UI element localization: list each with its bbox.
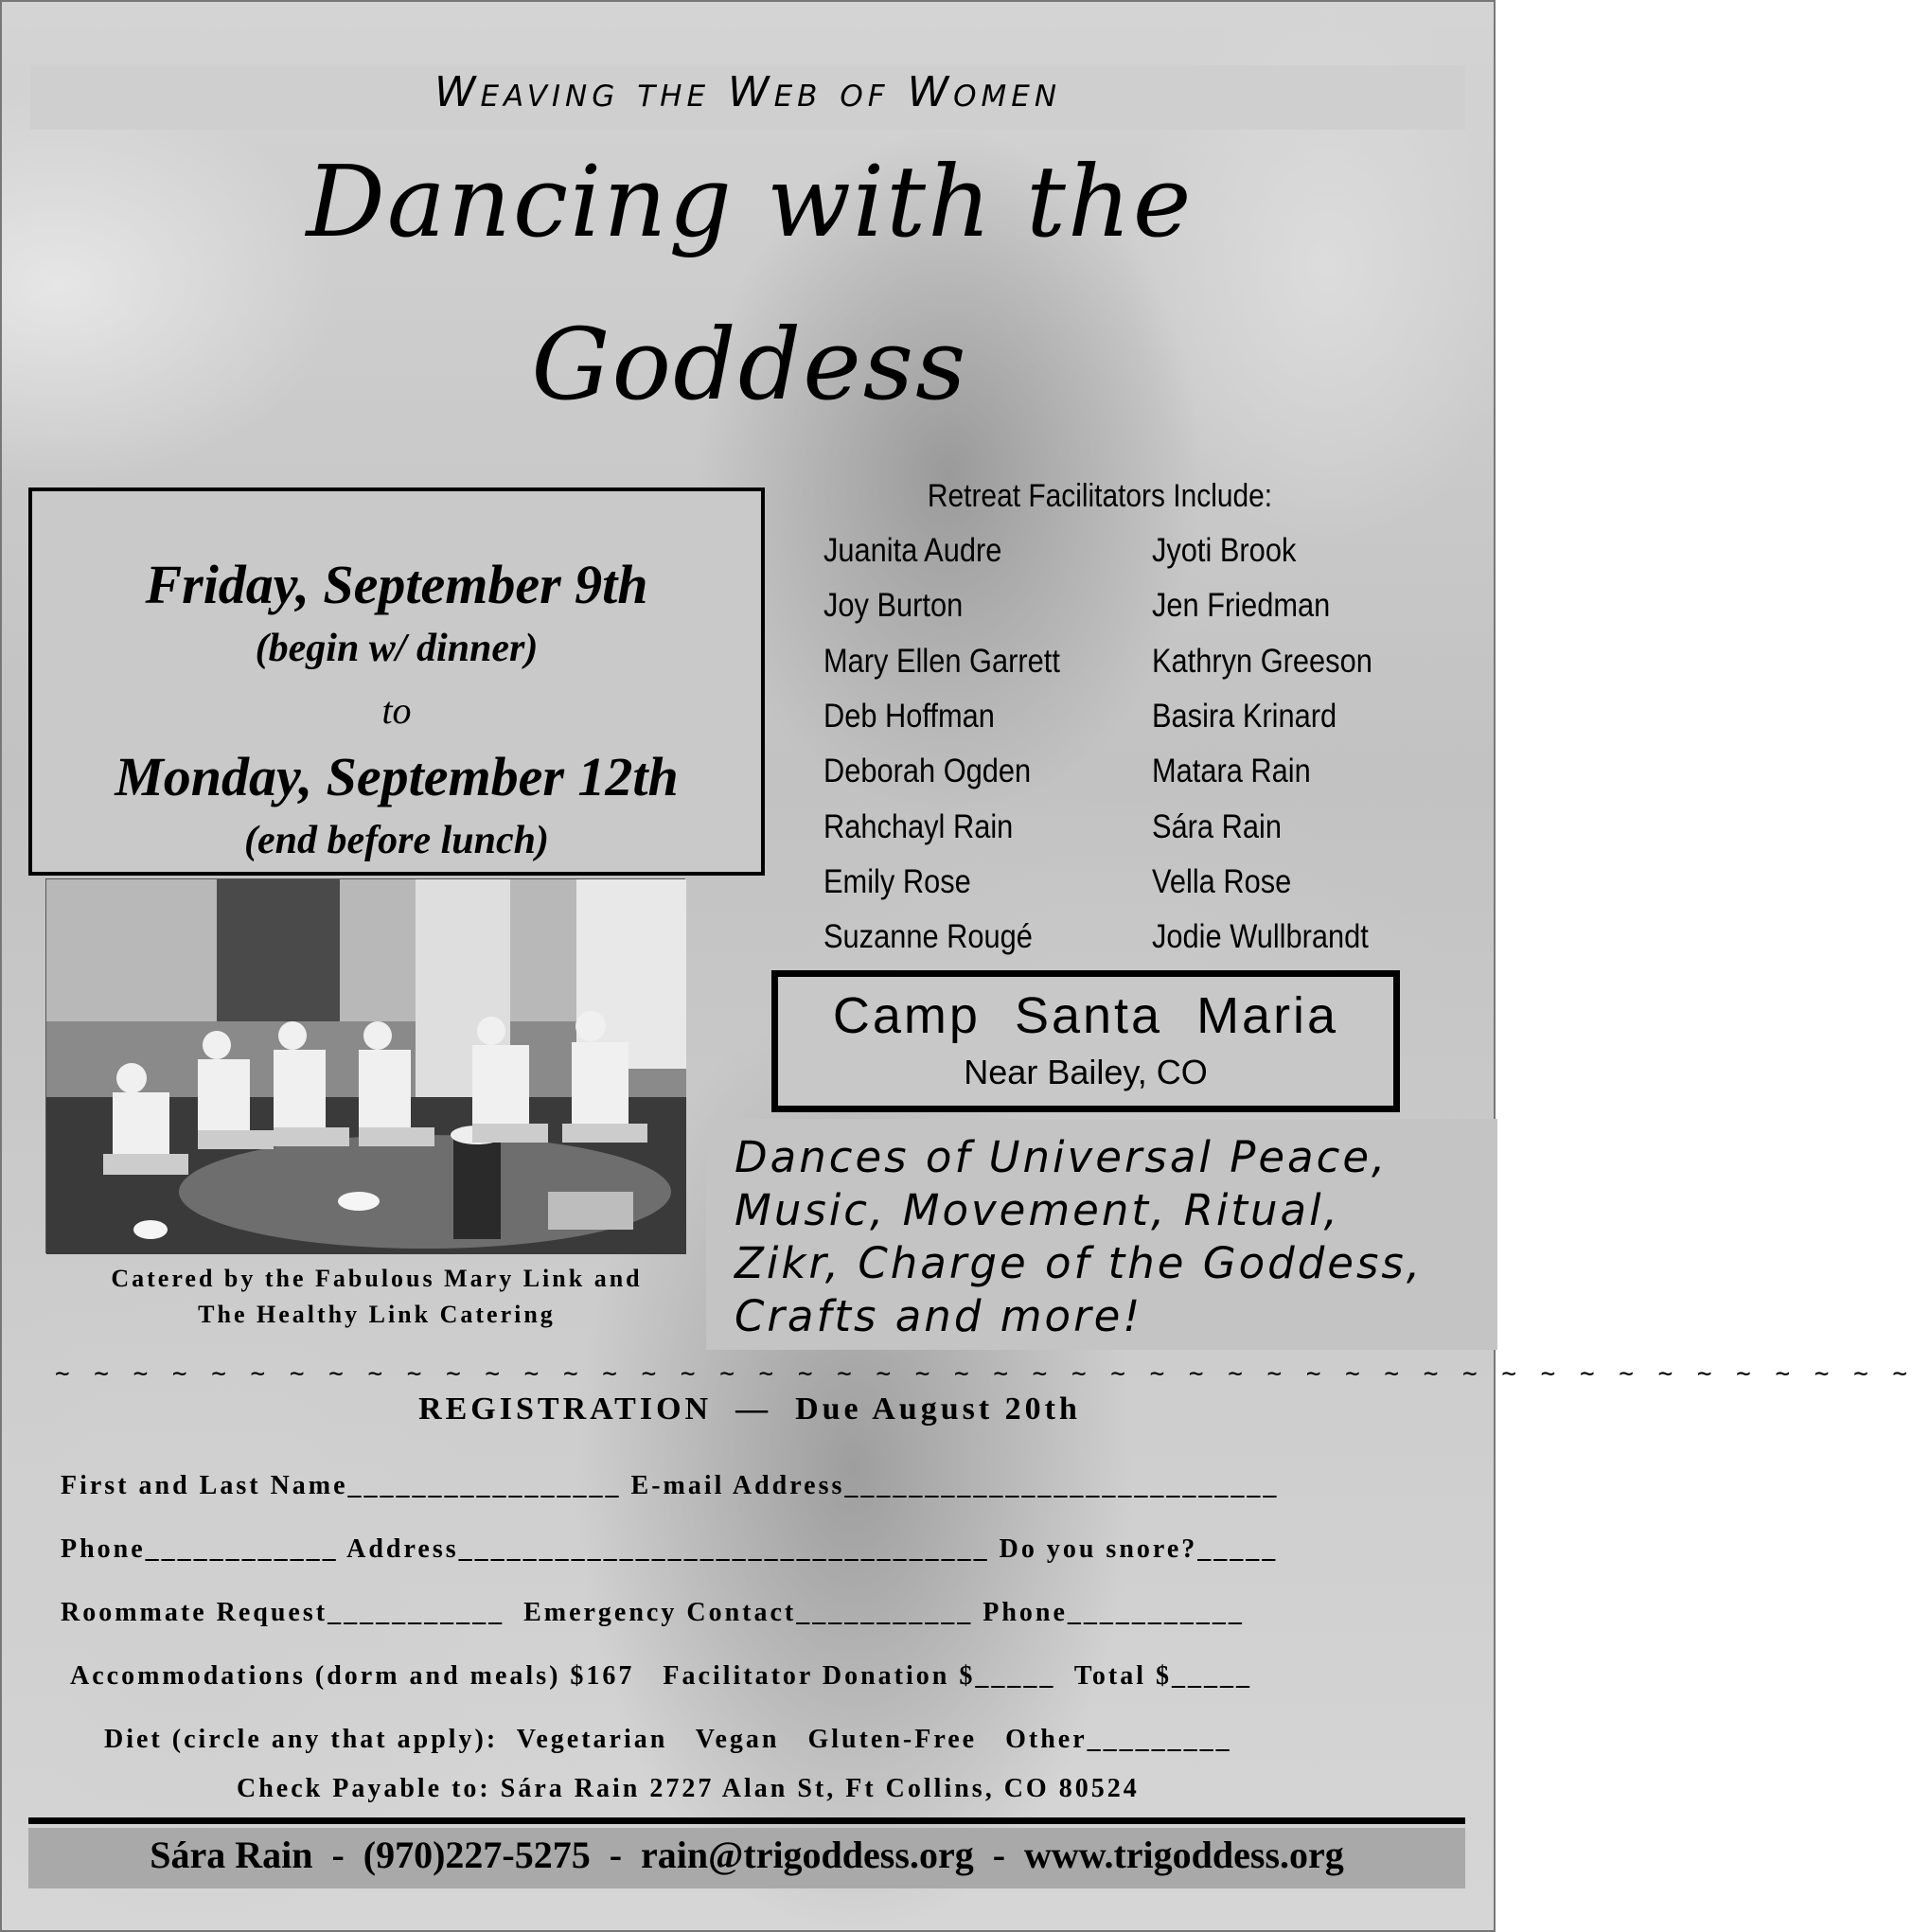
- venue-name: Camp Santa Maria: [832, 987, 1339, 1044]
- form-line-phone-address: Phone____________ Address_________________________________ Do you snore?_____: [61, 1534, 1279, 1564]
- activities-line-1: Dances of Universal Peace,: [735, 1132, 1389, 1182]
- facilitator-name: Vella Rose: [1152, 862, 1292, 900]
- event-title-line-1: Dancing with the: [306, 144, 1194, 259]
- catering-caption: [45, 1261, 708, 1333]
- group-photo: [45, 878, 685, 1253]
- form-line-payable: Check Payable to: Sára Rain 2727 Alan St, Ft Collins, CO 80524: [237, 1774, 1140, 1803]
- facilitator-name: Sára Rain: [1152, 807, 1282, 845]
- form-line-name-email: First and Last Name_________________ E-mail Address___________________________: [61, 1471, 1280, 1500]
- venue-location: Near Bailey, CO: [964, 1053, 1208, 1091]
- form-line-accommodations: Accommodations (dorm and meals) $167 Facilitator Donation $_____ Total $_____: [70, 1661, 1253, 1691]
- facilitator-name: Deb Hoffman: [823, 697, 995, 735]
- date-box: [28, 487, 765, 876]
- start-note: (begin w/ dinner): [255, 627, 539, 670]
- registration-title: REGISTRATION — Due August 20th: [418, 1391, 1081, 1427]
- end-date: Monday, September 12th: [115, 746, 679, 807]
- contact-footer: Sára Rain - (970)227-5275 - rain@trigoddess.org - www.trigoddess.org: [150, 1834, 1344, 1876]
- activities-line-4: Crafts and more!: [735, 1291, 1143, 1341]
- facilitator-name: Deborah Ogden: [823, 753, 1032, 790]
- facilitator-name: Rahchayl Rain: [823, 807, 1014, 845]
- event-series-title: Weaving the Web of Women: [434, 68, 1062, 116]
- facilitator-name: Jodie Wullbrandt: [1152, 918, 1369, 956]
- facilitator-name: Suzanne Rougé: [823, 918, 1033, 956]
- activities-box: [706, 1119, 1497, 1350]
- form-line-roommate: Roommate Request___________ Emergency Contact___________ Phone___________: [61, 1598, 1245, 1627]
- end-note: (end before lunch): [244, 819, 549, 862]
- activities-line-3: Zikr, Charge of the Goddess,: [735, 1238, 1424, 1288]
- caption-line-2: The Healthy Link Catering: [198, 1301, 556, 1328]
- facilitator-name: Basira Krinard: [1152, 697, 1337, 735]
- date-separator: to: [381, 689, 412, 732]
- facilitator-name: Jen Friedman: [1152, 587, 1331, 625]
- caption-line-1: Catered by the Fabulous Mary Link and: [111, 1265, 643, 1292]
- footer-rule: [28, 1817, 1465, 1824]
- facilitator-name: Emily Rose: [823, 862, 971, 900]
- facilitator-name: Mary Ellen Garrett: [823, 642, 1060, 680]
- facilitator-name: Juanita Audre: [823, 532, 1002, 569]
- tilde-divider: ~ ~ ~ ~ ~ ~ ~ ~ ~ ~ ~ ~ ~ ~ ~ ~ ~ ~ ~ ~ ~ ~ ~ ~ ~ ~ ~ ~ ~ ~ ~ ~ ~ ~ ~ ~ ~ ~ ~ ~ ~ ~ ~ ~ ~ ~ ~ ~: [55, 1359, 1912, 1388]
- form-line-diet: Diet (circle any that apply): Vegetarian Vegan Gluten-Free Other_________: [104, 1725, 1232, 1754]
- facilitator-name: Jyoti Brook: [1152, 532, 1297, 569]
- event-title-line-2: Goddess: [531, 307, 968, 422]
- facilitator-name: Matara Rain: [1152, 753, 1311, 790]
- facilitator-name: Joy Burton: [823, 587, 964, 625]
- venue-box: [771, 970, 1400, 1112]
- facilitators-header: Retreat Facilitators Include:: [927, 478, 1273, 514]
- start-date: Friday, September 9th: [145, 554, 648, 615]
- activities-line-2: Music, Movement, Ritual,: [735, 1185, 1340, 1235]
- facilitator-name: Kathryn Greeson: [1152, 642, 1372, 680]
